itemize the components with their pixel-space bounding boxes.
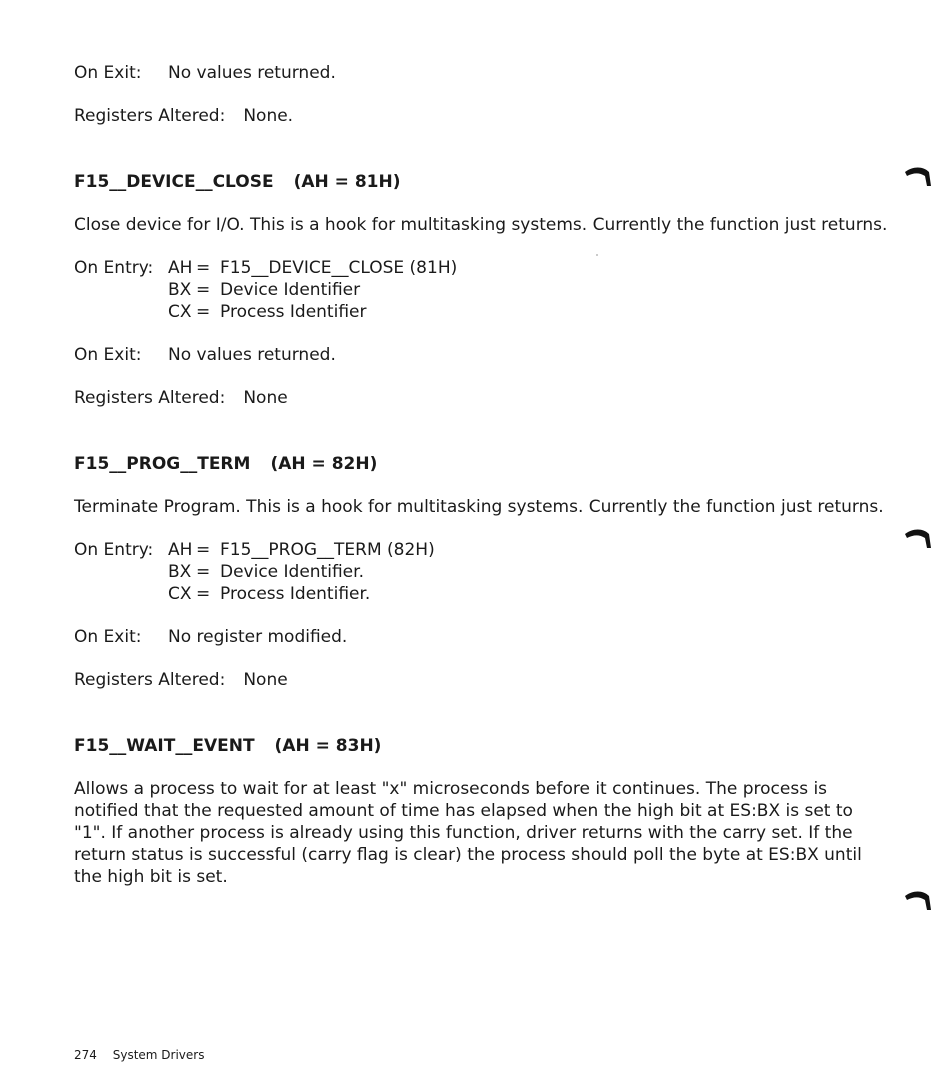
exit-label: On Exit: (74, 63, 142, 83)
exit-label: On Exit: (74, 627, 142, 647)
register-value: Process Identifier. (220, 584, 371, 604)
entry-label: On Entry: (74, 540, 154, 560)
equals-sign: = (196, 302, 211, 322)
register-name: BX (168, 562, 192, 582)
registers-label: Registers Altered: (74, 388, 226, 408)
function-name: F15__DEVICE__CLOSE (74, 172, 274, 192)
entry-register-line (168, 279, 457, 301)
function-code: (AH = 81H) (293, 172, 401, 192)
margin-mark-icon (903, 162, 933, 188)
exit-row (74, 344, 894, 366)
exit-label: On Exit: (74, 345, 142, 365)
entry-register-line (168, 539, 435, 561)
page-number: 274 (74, 1048, 97, 1062)
section-description: Close device for I/O. This is a hook for multitasking systems. Currently the function just returns. (74, 215, 888, 235)
section-heading-wait-event (74, 735, 894, 757)
registers-label: Registers Altered: (74, 670, 226, 690)
register-value: F15__DEVICE__CLOSE (81H) (220, 258, 458, 278)
exit-value: No register modified. (168, 627, 348, 647)
section-description: Terminate Program. This is a hook for multitasking systems. Currently the function just returns. (74, 497, 884, 517)
register-name: AH (168, 258, 193, 278)
section-heading-device-close (74, 171, 894, 193)
registers-value: None (243, 388, 288, 408)
entry-register-line (168, 257, 457, 279)
entry-label: On Entry: (74, 258, 154, 278)
entry-register-line (168, 301, 457, 323)
register-value: F15__PROG__TERM (82H) (220, 540, 435, 560)
equals-sign: = (196, 258, 211, 278)
register-value: Process Identifier (220, 302, 367, 322)
registers-value: None. (243, 106, 294, 126)
exit-value: No values returned. (168, 345, 336, 365)
register-value: Device Identifier. (220, 562, 364, 582)
speck (596, 254, 598, 256)
section-description: Allows a process to wait for at least "x" microseconds before it continues. The process is notified that the requested amount of time has elapsed when the high bit at ES:BX is set to "1". If another process is already using this function, driver returns with the carry set. If the return status is successful (carry flag is clear) the process should poll the byte at ES:BX until the high bit is set. (74, 779, 862, 887)
registers-value: None (243, 670, 288, 690)
document-page (74, 62, 894, 888)
margin-mark-icon (903, 524, 933, 550)
entry-register-list (168, 539, 435, 605)
footer-section-title: System Drivers (112, 1048, 205, 1062)
exit-row (74, 626, 894, 648)
top-exit-row (74, 62, 894, 84)
registers-label: Registers Altered: (74, 106, 226, 126)
register-name: AH (168, 540, 193, 560)
section-heading-prog-term (74, 453, 894, 475)
entry-register-line (168, 583, 435, 605)
page-footer (74, 1047, 204, 1063)
registers-row (74, 387, 894, 409)
function-code: (AH = 83H) (274, 736, 382, 756)
function-name: F15__WAIT__EVENT (74, 736, 255, 756)
margin-mark-icon (903, 886, 933, 912)
equals-sign: = (196, 280, 211, 300)
entry-block (74, 257, 894, 323)
entry-block (74, 539, 894, 605)
registers-row (74, 669, 894, 691)
equals-sign: = (196, 584, 211, 604)
function-code: (AH = 82H) (270, 454, 378, 474)
register-name: CX (168, 584, 192, 604)
entry-register-list (168, 257, 457, 323)
equals-sign: = (196, 540, 211, 560)
register-value: Device Identifier (220, 280, 361, 300)
exit-value: No values returned. (168, 63, 336, 83)
top-registers-row (74, 105, 894, 127)
register-name: CX (168, 302, 192, 322)
function-name: F15__PROG__TERM (74, 454, 251, 474)
entry-register-line (168, 561, 435, 583)
equals-sign: = (196, 562, 211, 582)
register-name: BX (168, 280, 192, 300)
